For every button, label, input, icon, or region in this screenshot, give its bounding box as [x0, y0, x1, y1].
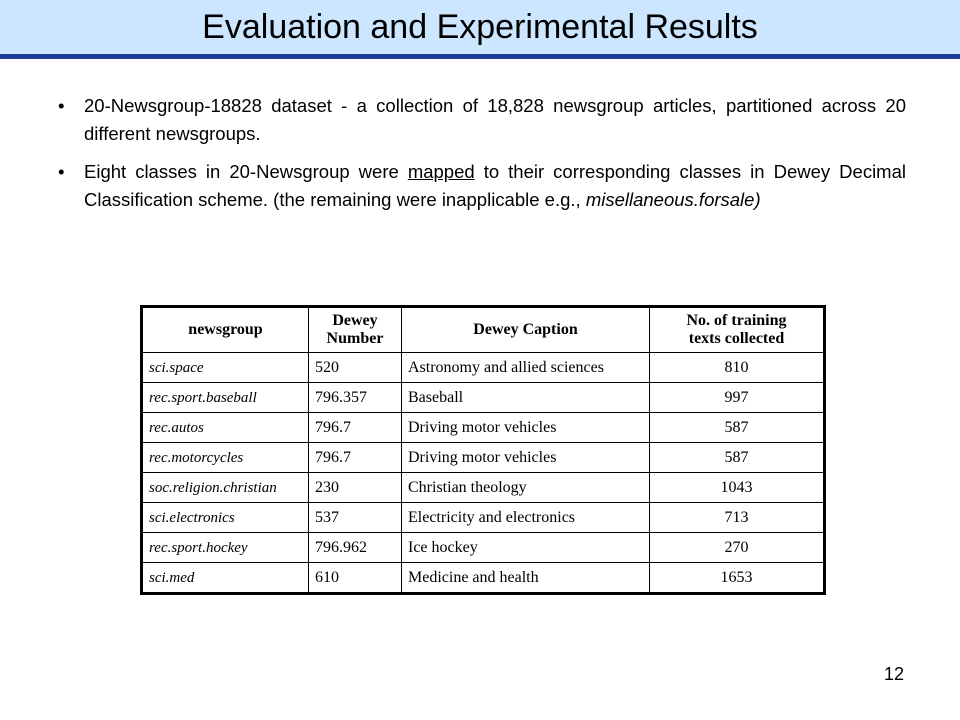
bullet-list [58, 92, 906, 224]
cell-newsgroup: sci.space [143, 353, 309, 383]
cell-dewey-number: 796.962 [309, 533, 402, 563]
table-body [143, 353, 824, 593]
cell-training-count: 1043 [650, 473, 824, 503]
table-row [143, 443, 824, 473]
table-row [143, 473, 824, 503]
cell-dewey-number: 537 [309, 503, 402, 533]
cell-dewey-caption: Ice hockey [402, 533, 650, 563]
table-row [143, 353, 824, 383]
page-number: 12 [883, 664, 904, 684]
bullet-marker: • [58, 95, 65, 116]
cell-dewey-number: 610 [309, 563, 402, 593]
bullet-mapping-text-1: Eight classes in 20-Newsgroup were [84, 161, 408, 182]
bullet-mapping [58, 158, 906, 214]
cell-training-count: 1653 [650, 563, 824, 593]
header-dewey-number: Dewey Number [309, 308, 402, 353]
mapping-table [142, 307, 824, 593]
header-dewey-caption: Dewey Caption [402, 308, 650, 353]
table-row [143, 563, 824, 593]
table-row [143, 533, 824, 563]
cell-newsgroup: sci.electronics [143, 503, 309, 533]
slide-title: Evaluation and Experimental Results [202, 8, 758, 46]
table-row [143, 413, 824, 443]
cell-newsgroup: rec.sport.hockey [143, 533, 309, 563]
bullet-dataset [58, 92, 906, 148]
cell-dewey-caption: Christian theology [402, 473, 650, 503]
cell-training-count: 587 [650, 443, 824, 473]
table-row [143, 383, 824, 413]
cell-newsgroup: rec.autos [143, 413, 309, 443]
bullet-marker: • [58, 161, 65, 182]
header-newsgroup: newsgroup [143, 308, 309, 353]
title-divider [0, 54, 960, 59]
cell-training-count: 997 [650, 383, 824, 413]
cell-dewey-caption: Electricity and electronics [402, 503, 650, 533]
cell-dewey-caption: Medicine and health [402, 563, 650, 593]
bullet-mapping-text-2: to their corresponding classes in Dewey Decimal Classification scheme. (the remaining were inapplicable e.g., [84, 161, 906, 210]
table-row [143, 503, 824, 533]
cell-dewey-caption: Baseball [402, 383, 650, 413]
cell-training-count: 270 [650, 533, 824, 563]
cell-training-count: 810 [650, 353, 824, 383]
cell-training-count: 713 [650, 503, 824, 533]
bullet-mapping-italic: misellaneous.forsale) [585, 189, 761, 210]
cell-dewey-number: 796.357 [309, 383, 402, 413]
mapping-table-frame [140, 305, 826, 595]
table-header-row [143, 308, 824, 353]
bullet-dataset-text: 20-Newsgroup-18828 dataset - a collection of 18,828 newsgroup articles, partitioned across 20 different newsgroups. [84, 95, 906, 144]
cell-dewey-caption: Driving motor vehicles [402, 413, 650, 443]
cell-dewey-caption: Driving motor vehicles [402, 443, 650, 473]
cell-newsgroup: soc.religion.christian [143, 473, 309, 503]
cell-newsgroup: sci.med [143, 563, 309, 593]
cell-training-count: 587 [650, 413, 824, 443]
cell-newsgroup: rec.motorcycles [143, 443, 309, 473]
cell-dewey-number: 520 [309, 353, 402, 383]
header-training-texts: No. of training texts collected [650, 308, 824, 353]
cell-dewey-number: 796.7 [309, 443, 402, 473]
bullet-mapping-underlined: mapped [407, 161, 475, 182]
cell-dewey-number: 230 [309, 473, 402, 503]
cell-dewey-number: 796.7 [309, 413, 402, 443]
cell-newsgroup: rec.sport.baseball [143, 383, 309, 413]
cell-dewey-caption: Astronomy and allied sciences [402, 353, 650, 383]
